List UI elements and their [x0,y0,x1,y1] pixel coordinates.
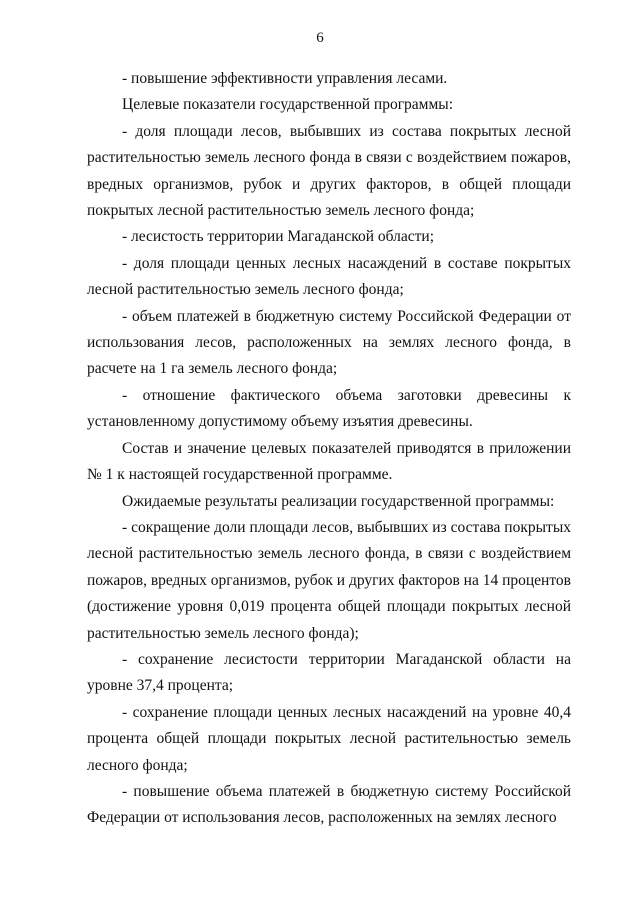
paragraph-goal-forest-management: - повышение эффективности управления лесами. [122,70,448,87]
paragraph-result-reduce-lost-forest: - сокращение доли площади лесов, выбывших из состава покрытых лесной растительностью земель лесного фонда, в связи с воздействием пожаров, вредных организмов, рубок и других факторов на 14 процентов (достижение уровня 0,019 процента общей площади покрытых лесной растительностью земель лесного фонда); [87,518,571,642]
paragraph-target-indicators-heading: Целевые показатели государственной программы: [122,96,454,114]
paragraph-indicator-harvest-ratio: - отношение фактического объема заготовки древесины к установленному допустимому объему изъятия древесины. [87,386,571,431]
document-body [87,66,571,832]
paragraph-indicator-forest-cover: - лесистость территории Магаданской области; [122,228,434,246]
paragraph-result-keep-valuable-plantings: - сохранение площади ценных лесных насаждений на уровне 40,4 процента общей площади покрытых лесной растительностью земель лесного фонда; [87,703,571,774]
page-number: 6 [316,30,324,46]
paragraph-indicator-lost-forest-share: - доля площади лесов, выбывших из состава покрытых лесной растительностью земель лесного фонда в связи с воздействием пожаров, вредных организмов, рубок и других факторов, в общей площади покрытых лесной растительностью земель лесного фонда; [87,122,571,220]
paragraph-indicator-budget-payments: - объем платежей в бюджетную систему Российской Федерации от использования лесов, расположенных на землях лесного фонда, в расчете на 1 га земель лесного фонда; [87,307,571,378]
paragraph-result-increase-payments: - повышение объема платежей в бюджетную систему Российской Федерации от использования лесов, расположенных на землях лесного [87,782,571,827]
paragraph-expected-results-heading: Ожидаемые результаты реализации государственной программы: [122,492,555,510]
paragraph-indicator-valuable-plantings: - доля площади ценных лесных насаждений в составе покрытых лесной растительностью земель лесного фонда; [87,254,571,299]
paragraph-result-keep-forest-cover: - сохранение лесистости территории Магаданской области на уровне 37,4 процента; [87,650,571,695]
paragraph-appendix-reference: Состав и значение целевых показателей приводятся в приложении № 1 к настоящей государственной программе. [87,439,571,484]
